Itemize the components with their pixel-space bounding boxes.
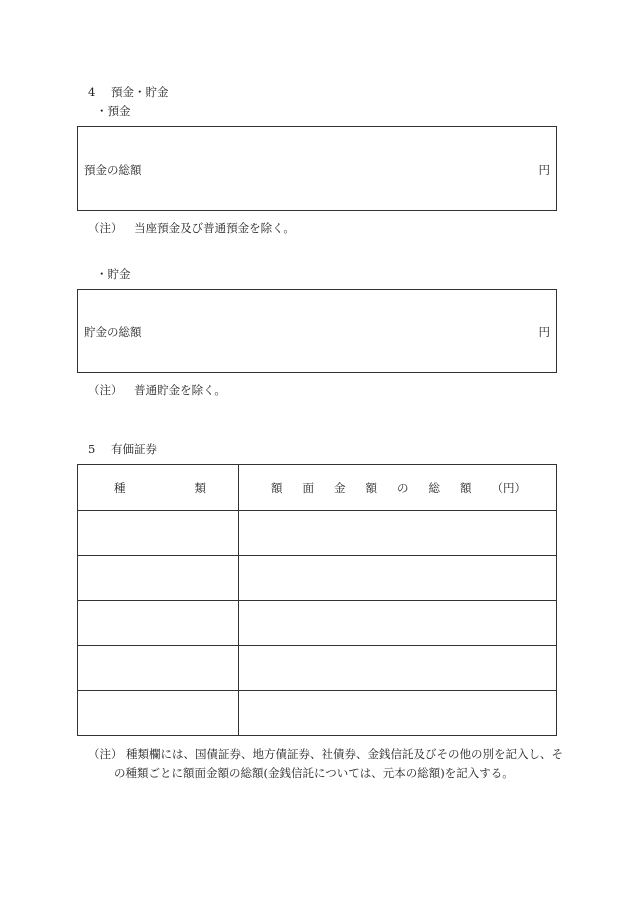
type-cell[interactable] bbox=[78, 511, 239, 556]
type-cell[interactable] bbox=[78, 601, 239, 646]
amount-cell[interactable] bbox=[239, 511, 557, 556]
amount-cell[interactable] bbox=[239, 691, 557, 736]
table-row bbox=[78, 646, 557, 691]
section-4-number: 4 bbox=[88, 85, 96, 99]
deposit-note bbox=[88, 220, 295, 236]
amount-cell[interactable] bbox=[239, 556, 557, 601]
savings-box bbox=[77, 289, 557, 373]
deposit-box bbox=[77, 126, 557, 211]
savings-note-tag: （注） bbox=[88, 383, 123, 397]
table-row bbox=[78, 601, 557, 646]
type-cell[interactable] bbox=[78, 691, 239, 736]
amount-column-header bbox=[239, 465, 557, 511]
deposit-unit: 円 bbox=[538, 163, 550, 177]
section-5-number: 5 bbox=[88, 442, 96, 456]
savings-total-label: 貯金の総額 bbox=[84, 325, 142, 339]
deposit-note-text: 当座預金及び普通預金を除く。 bbox=[134, 221, 295, 235]
securities-table bbox=[77, 464, 557, 736]
table-row bbox=[78, 511, 557, 556]
securities-note-tag: （注） bbox=[88, 747, 123, 761]
amount-header-char: 面 bbox=[302, 480, 314, 495]
deposit-label: ・預金 bbox=[96, 104, 131, 118]
amount-header-char: の bbox=[397, 480, 409, 495]
section-4-heading bbox=[88, 84, 168, 100]
table-row bbox=[78, 556, 557, 601]
amount-header-char: 総 bbox=[428, 480, 440, 495]
securities-note-text: 種類欄には、国債証券、地方債証券、社債券、金銭信託及びその他の別を記入し、その種類ごとに額面金額の総額(金銭信託については、元本の総額)を記入する。 bbox=[114, 747, 563, 780]
securities-table-header bbox=[78, 465, 557, 511]
savings-note-text: 普通貯金を除く。 bbox=[134, 383, 226, 397]
amount-header-char: 額 bbox=[460, 480, 472, 495]
section-5-heading bbox=[88, 441, 157, 457]
section-4-title: 預金・貯金 bbox=[110, 85, 169, 99]
amount-cell[interactable] bbox=[239, 646, 557, 691]
securities-note bbox=[88, 745, 563, 782]
amount-header-char: 額 bbox=[365, 480, 377, 495]
deposit-note-tag: （注） bbox=[88, 221, 123, 235]
savings-label: ・貯金 bbox=[96, 267, 131, 281]
deposit-total-label: 預金の総額 bbox=[84, 163, 142, 177]
amount-header-char: 額 bbox=[271, 480, 283, 495]
type-header-char: 種 bbox=[114, 480, 126, 495]
amount-header-char: 金 bbox=[334, 480, 346, 495]
amount-header-unit: （円） bbox=[491, 480, 526, 495]
type-column-header bbox=[78, 465, 239, 511]
section-5-title: 有価証券 bbox=[110, 442, 157, 456]
savings-note bbox=[88, 382, 226, 398]
savings-unit: 円 bbox=[538, 325, 550, 339]
table-row bbox=[78, 691, 557, 736]
type-cell[interactable] bbox=[78, 646, 239, 691]
type-header-char: 類 bbox=[194, 480, 206, 495]
amount-cell[interactable] bbox=[239, 601, 557, 646]
type-cell[interactable] bbox=[78, 556, 239, 601]
